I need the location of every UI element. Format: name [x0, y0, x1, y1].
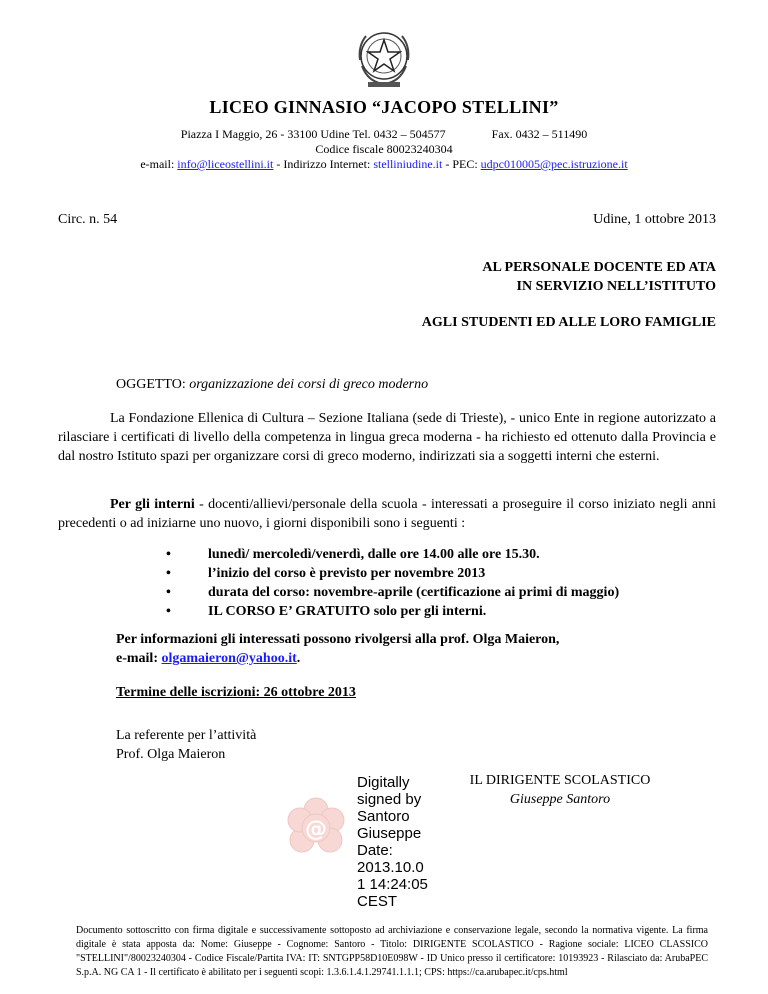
dirigente-title: IL DIRIGENTE SCOLASTICO: [469, 773, 651, 788]
list-item: • durata del corso: novembre-aprile (certificazione ai primi di maggio): [166, 585, 620, 600]
contacts-line: [0, 157, 768, 172]
bullet: •: [166, 585, 171, 600]
recipient-students: AGLI STUDENTI ED ALLE LORO FAMIGLIE: [421, 315, 716, 330]
document-date: Udine, 1 ottobre 2013: [593, 212, 716, 227]
dirigente-name: Giuseppe Santoro: [509, 792, 611, 807]
circular-number: Circ. n. 54: [58, 212, 118, 227]
recipient-staff-2: IN SERVIZIO NELL’ISTITUTO: [516, 279, 716, 294]
address-line: [0, 127, 768, 142]
bullet: •: [166, 547, 171, 562]
recipient-staff: AL PERSONALE DOCENTE ED ATA: [482, 260, 716, 275]
school-name: LICEO GINNASIO “JACOPO STELLINI”: [209, 97, 559, 117]
digital-signature-text: Digitally signed by Santoro Giuseppe Date: 2013.10.0 1 14:24:05 CEST: [357, 774, 428, 910]
paragraph-intro: [58, 409, 716, 466]
at-sign-rose-stamp-icon: [284, 796, 348, 860]
referent-name: Prof. Olga Maieron: [116, 747, 226, 762]
internet-label: Indirizzo Internet:: [283, 157, 371, 171]
subject-text: organizzazione dei corsi di greco moderno: [189, 377, 429, 392]
italian-republic-emblem-icon: [354, 26, 414, 90]
deadline: Termine delle iscrizioni: 26 ottobre 2013: [116, 685, 356, 700]
fiscal-code: Codice fiscale 80023240304: [315, 142, 453, 156]
list-item: • IL CORSO E’ GRATUITO solo per gli interni.: [166, 604, 487, 619]
paragraph-internal-lead: Per gli interni: [110, 497, 195, 512]
info-email: e-mail: olgamaieron@yahoo.it.: [116, 651, 301, 666]
subject: [116, 375, 428, 394]
school-email-link[interactable]: info@liceostellini.it: [177, 157, 274, 171]
address: Piazza I Maggio, 26 - 33100 Udine Tel. 0432 – 504577: [180, 127, 446, 141]
schedule-list: [166, 545, 726, 621]
referent-email-link[interactable]: olgamaieron@yahoo.it: [161, 651, 297, 666]
fax: Fax. 0432 – 511490: [491, 127, 588, 141]
website-link[interactable]: stelliniudine.it: [373, 157, 443, 171]
pec-email-link[interactable]: udpc010005@pec.istruzione.it: [480, 157, 628, 171]
list-item: • lunedì/ mercoledì/venerdì, dalle ore 14.00 alle ore 15.30.: [166, 547, 540, 562]
list-item: • l’inizio del corso è previsto per novembre 2013: [166, 566, 486, 581]
paragraph-intro-text: La Fondazione Ellenica di Cultura – Sezione Italiana (sede di Trieste), - unico Ente in regione autorizzato a rilasciare i certificati di livello della competenza in lingua greca moderna - ha richiesto ed ottenuto dalla Provincia e dal nostro Istituto spazi per organizzare corsi di greco moderno, indirizzati sia a soggetti interni che esterni.: [58, 411, 716, 464]
pec-label: PEC:: [452, 157, 478, 171]
bullet: •: [166, 566, 171, 581]
email-label: e-mail:: [140, 157, 175, 171]
svg-text:@: @: [305, 817, 327, 842]
paragraph-internal: [58, 495, 716, 533]
paragraph-internal-text: - docenti/allievi/personale della scuola - interessati a proseguire il corso iniziato negli anni precedenti o ad iniziarne uno nuovo, i giorni disponibili sono i seguenti :: [58, 497, 716, 531]
referent-role: La referente per l’attività: [116, 728, 257, 743]
info-line: Per informazioni gli interessati possono rivolgersi alla prof. Olga Maieron,: [116, 632, 560, 647]
separator: -: [276, 157, 284, 171]
bullet: •: [166, 604, 171, 619]
subject-label: OGGETTO:: [116, 377, 186, 392]
separator: -: [445, 157, 453, 171]
signature-footer-note: Documento sottoscritto con firma digitale e successivamente sottoposto ad archiviazione e conservazione legale, secondo la normativa vigente. La firma digitale è stata apposta da: Nome: Giuseppe - Cognome: Santoro - Titolo: DIRIGENTE SCOLASTICO - Ragione sociale: LICEO CLASSICO "STELLINI"/80023240304 - Codice Fiscale/Partita IVA: IT: SNTGPP58D10E098W - ID Unico presso il certificatore: 10193923 - Rilasciato da: ArubaPEC S.p.A. NG CA 1 - Il certificato è abilitato per i seguenti scopi: 1.3.6.1.4.1.29741.1.1.1; CPS: https://ca.arubapec.it/cps.html: [76, 925, 708, 978]
info-email-label: e-mail:: [116, 651, 158, 666]
